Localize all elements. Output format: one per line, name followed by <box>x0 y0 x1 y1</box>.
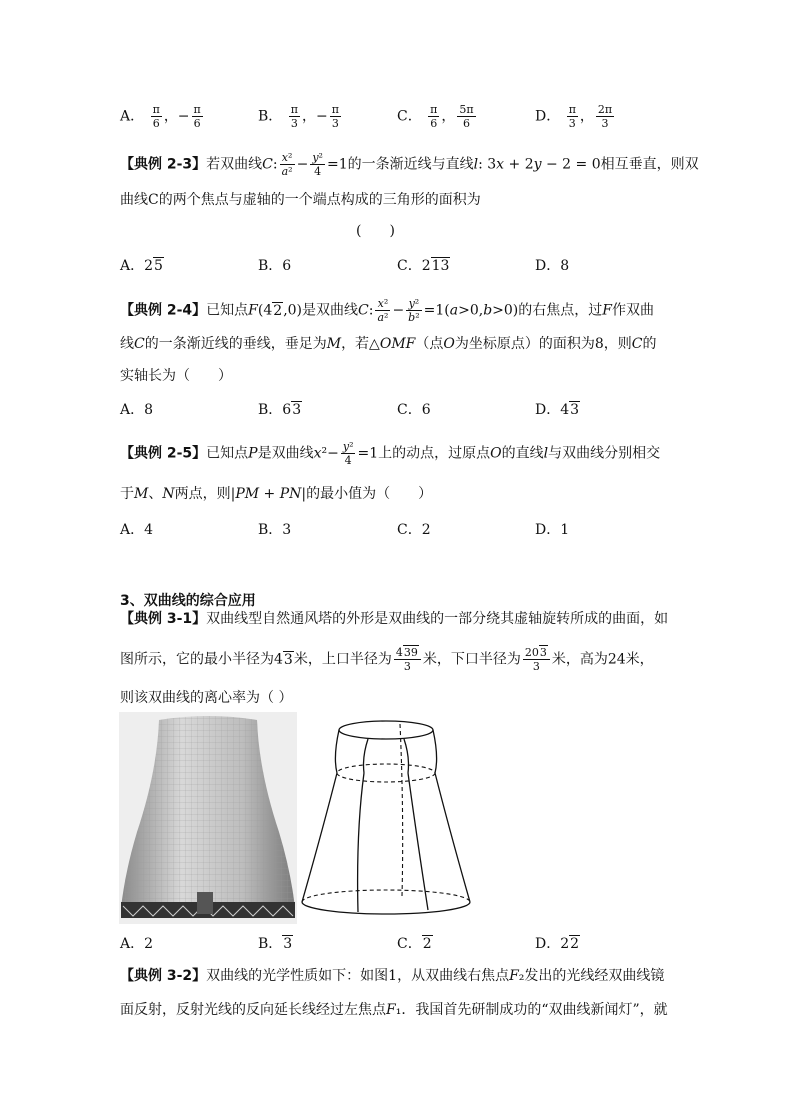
q25-option-c: C．2 <box>397 522 431 538</box>
q31-option-a: A．2 <box>120 936 154 952</box>
q25-option-b: B．3 <box>258 522 292 538</box>
q31-tag: 【典例 3-1】 <box>120 611 207 627</box>
q24-option-c: C．6 <box>397 402 431 418</box>
q25-option-d: D．1 <box>535 522 570 538</box>
q31-line2: 图所示，它的最小半径为43米，上口半径为 $\frac{439}{3}$ 米，下口半径为 $\frac{203}{3}$ 米，高为24米， <box>120 646 654 673</box>
hyperboloid-diagram <box>300 712 472 918</box>
q25-tag: 【典例 2-5】 <box>120 445 207 462</box>
q23-option-c: C．213 <box>397 258 450 274</box>
q23-option-b: B．6 <box>258 258 292 274</box>
option-c: C． $\frac{\pi}{6}$ ， $\frac{5\pi}{6}$ <box>397 103 474 130</box>
option-d: D． $\frac{\pi}{3}$ ， $\frac{2\pi}{3}$ <box>535 103 613 130</box>
q25-line1: 【典例 2-5】已知点P是双曲线x²− $\frac{\text{y²}}{4}$ =1上的动点，过原点O的直线l与双曲线分别相交 <box>120 440 661 467</box>
q31-line1: 【典例 3-1】双曲线型自然通风塔的外形是双曲线的一部分绕其虚轴旋转所成的曲面，如 <box>120 611 669 627</box>
q23-option-a: A．25 <box>120 258 163 274</box>
q24-line1: 【典例 2-4】已知点F(42,0)是双曲线C: $\frac{\text{x²}}{\text{a²}}$ − $\frac{\text{y²}}{\text{b²}}$ =1(a>0,b>0)的右焦点，过F作双曲 <box>120 297 654 324</box>
q31-line3: 则该双曲线的离心率为（ ） <box>120 690 293 706</box>
q24-option-b: B．63 <box>258 402 302 418</box>
q25-option-a: A．4 <box>120 522 154 538</box>
q32-tag: 【典例 3-2】 <box>120 968 207 984</box>
q24-tag: 【典例 2-4】 <box>120 302 207 319</box>
option-a: A． $\frac{\pi}{6}$ ，− $\frac{\pi}{6}$ <box>120 103 201 130</box>
q24-line3: 实轴长为（ ） <box>120 368 232 384</box>
option-b: B． $\frac{\pi}{3}$ ，− $\frac{\pi}{3}$ <box>258 103 339 130</box>
section-heading: 3、双曲线的综合应用 <box>120 593 256 609</box>
q23-option-d: D．8 <box>535 258 570 274</box>
q23-tag: 【典例 2-3】 <box>120 156 207 173</box>
q23-line2: 曲线C的两个焦点与虚轴的一个端点构成的三角形的面积为 <box>120 192 481 208</box>
q24-option-d: D．43 <box>535 402 580 418</box>
q24-option-a: A．8 <box>120 402 154 418</box>
q31-option-c: C．2 <box>397 936 432 952</box>
q23-blank: ( ) <box>356 223 395 239</box>
q31-option-d: D．22 <box>535 936 580 952</box>
q25-line2: 于M、N两点，则|PM + PN|的最小值为（ ） <box>120 486 433 502</box>
q23-line1: 【典例 2-3】若双曲线C: $\frac{\text{x²}}{\text{a²}}$ − $\frac{\text{y²}}{4}$ =1的一条渐近线与直线l: 3x + 2y − 2 = 0相互垂直，则双 <box>120 151 699 178</box>
q32-line2: 面反射，反射光线的反向延长线经过左焦点F₁．我国首先研制成功的“双曲线新闻灯”，就 <box>120 1002 668 1018</box>
q32-line1: 【典例 3-2】双曲线的光学性质如下：如图1，从双曲线右焦点F₂发出的光线经双曲线镜 <box>120 968 665 984</box>
cooling-tower-photo <box>119 712 297 924</box>
q31-option-b: B．3 <box>258 936 293 952</box>
q24-line2: 线C的一条渐近线的垂线，垂足为M，若△OMF（点O为坐标原点）的面积为8，则C的 <box>120 336 657 352</box>
